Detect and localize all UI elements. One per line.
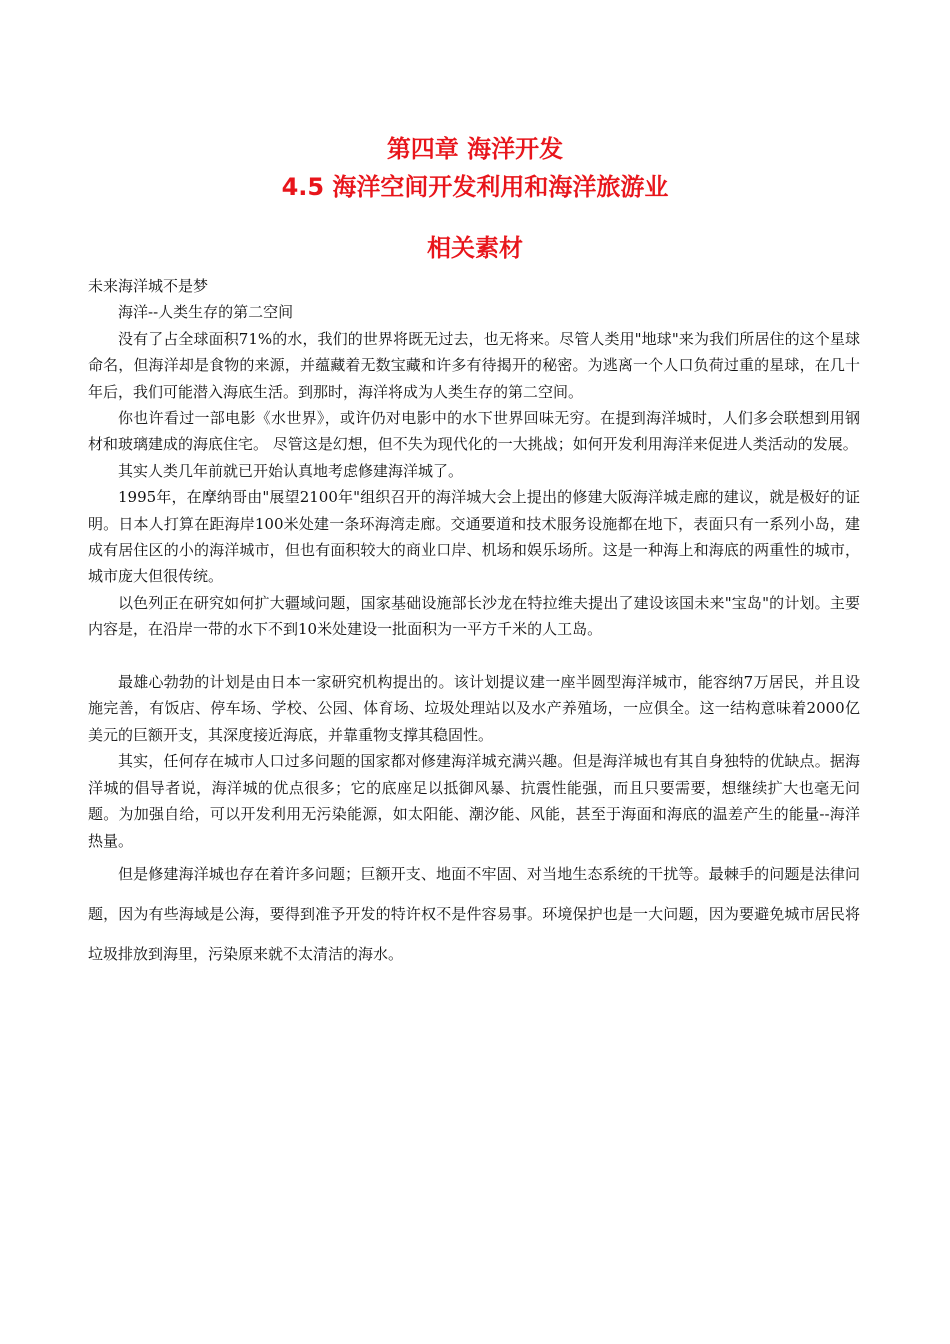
article-body xyxy=(88,273,860,974)
article-title: 未来海洋城不是梦 xyxy=(88,277,209,295)
paragraph: 1995年，在摩纳哥由"展望2100年"组织召开的海洋城大会上提出的修建大阪海洋城走廊的建议，就是极好的证明。日本人打算在距海岸100米处建一条环海湾走廊。交通要道和技术服务设施都在地下，表面只有一系列小岛，建成有居住区的小的海洋城市，但也有面积较大的商业口岸、机场和娱乐场所。这是一种海上和海底的两重性的城市，城市庞大但很传统。 xyxy=(88,488,860,586)
paragraph: 其实人类几年前就已开始认真地考虑修建海洋城了。 xyxy=(118,461,464,480)
section-title: 4.5 海洋空间开发利用和海洋旅游业 xyxy=(281,173,669,201)
paragraph: 你也许看过一部电影《水世界》，或许仍对电影中的水下世界回味无穷。在提到海洋城时，人们多会联想到用钢材和玻璃建成的海底住宅。 尽管这是幻想，但不失为现代化的一大挑战；如何开发利用海洋来促进人类活动的发展。 xyxy=(88,409,860,454)
article-subtitle: 海洋--人类生存的第二空间 xyxy=(118,303,294,322)
chapter-title: 第四章 海洋开发 xyxy=(386,135,564,163)
paragraph: 但是修建海洋城也存在着许多问题；巨额开支、地面不牢固、对当地生态系统的干扰等。最棘手的问题是法律问题，因为有些海域是公海，要得到准予开发的特许权不是件容易事。环境保护也是一大问题，因为要避免城市居民将垃圾排放到海里，污染原来就不太清洁的海水。 xyxy=(88,864,860,963)
paragraph: 其实，任何存在城市人口过多问题的国家都对修建海洋城充满兴趣。但是海洋城也有其自身独特的优缺点。据海洋城的倡导者说，海洋城的优点很多；它的底座足以抵御风暴、抗震性能强，而且只要需要，想继续扩大也毫无问题。为加强自给，可以开发利用无污染能源，如太阳能、潮汐能、风能，甚至于海面和海底的温差产生的能量--海洋热量。 xyxy=(88,752,860,850)
paragraph: 没有了占全球面积71%的水，我们的世界将既无过去，也无将来。尽管人类用"地球"来为我们所居住的这个星球命名，但海洋却是食物的来源，并蕴藏着无数宝藏和许多有待揭开的秘密。为逃离一个人口负荷过重的星球，在几十年后，我们可能潜入海底生活。到那时，海洋将成为人类生存的第二空间。 xyxy=(88,329,860,401)
paragraph-gap xyxy=(88,643,860,669)
materials-subtitle: 相关素材 xyxy=(427,234,523,262)
paragraph: 最雄心勃勃的计划是由日本一家研究机构提出的。该计划提议建一座半圆型海洋城市，能容纳7万居民，并且设施完善，有饭店、停车场、学校、公园、体育场、垃圾处理站以及水产养殖场，一应俱全。这一结构意味着2000亿美元的巨额开支，其深度接近海底，并靠重物支撑其稳固性。 xyxy=(88,673,860,744)
paragraph: 以色列正在研究如何扩大疆域问题，国家基础设施部长沙龙在特拉维夫提出了建设该国未来"宝岛"的计划。主要内容是，在沿岸一带的水下不到10米处建设一批面积为一平方千米的人工岛。 xyxy=(88,593,860,639)
